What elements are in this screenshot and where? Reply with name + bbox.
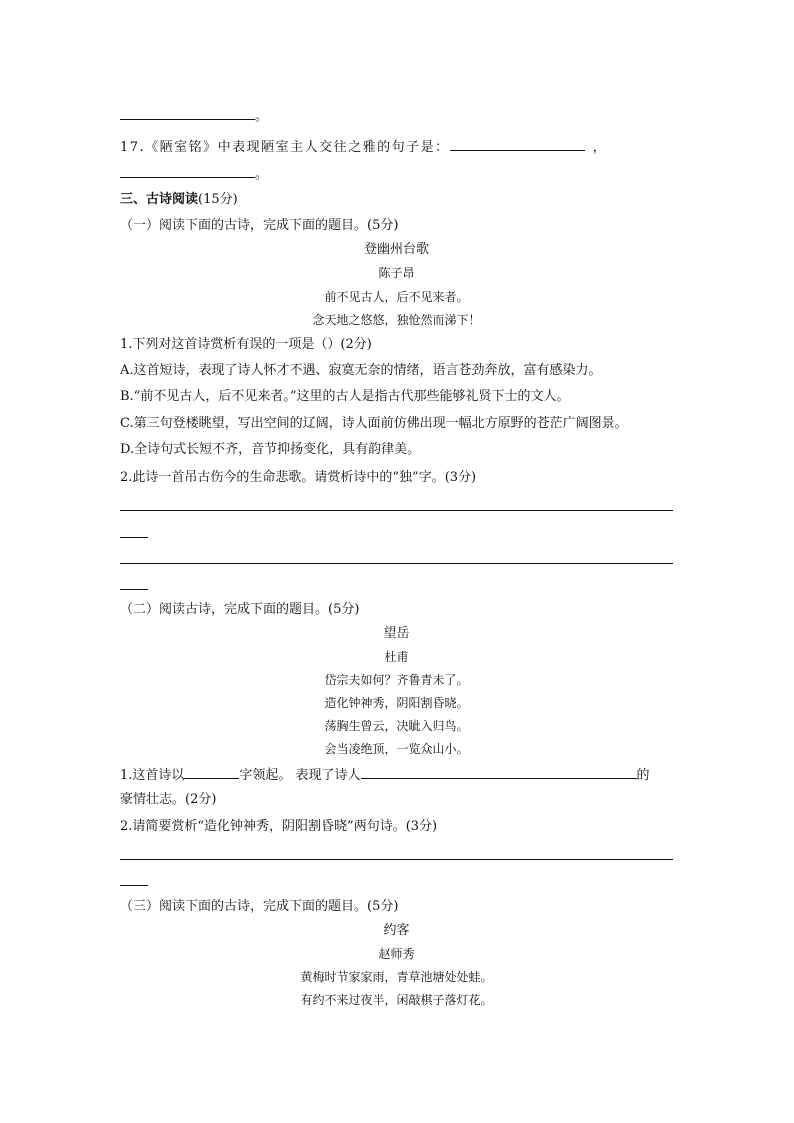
q17-end: 。	[255, 167, 269, 182]
poem2-author: 杜甫	[384, 650, 409, 664]
option-c: C.第三句登楼眺望，写出空间的辽阔，诗人面前仿佛出现一幅北方原野的苍茫广阔图景。	[120, 416, 628, 431]
poem2-line: 岱宗夫如何？齐鲁青未了。	[324, 673, 469, 687]
poem2-line: 会当凌绝顶，一览众山小。	[324, 742, 469, 756]
poem1-title: 登幽州台歌	[363, 242, 429, 257]
part1-q2: 2.此诗一首吊古伤今的生命悲歌。请赏析诗中的“独”字。(3分)	[120, 470, 477, 485]
part3-intro: （三）阅读下面的古诗，完成下面的题目。(5分)	[120, 899, 399, 914]
part2-q2: 2.请简要赏析“造化钟神秀，阴阳割昏晓”两句诗。(3分)	[120, 819, 438, 834]
part1-intro: （一）阅读下面的古诗，完成下面的题目。(5分)	[120, 218, 399, 233]
poem2-title: 望岳	[383, 626, 410, 641]
answer-line-end	[120, 885, 148, 886]
part2-q1	[120, 765, 650, 785]
q17-question	[120, 137, 607, 157]
answer-line[interactable]	[120, 563, 673, 564]
q16-end: 。	[255, 109, 269, 124]
answer-blank[interactable]	[120, 106, 255, 120]
poem3-title: 约客	[383, 923, 410, 938]
poem3-author: 赵师秀	[378, 947, 415, 961]
answer-blank[interactable]	[120, 164, 255, 178]
section-heading	[120, 191, 238, 209]
poem1-author: 陈子昂	[378, 266, 415, 280]
answer-line[interactable]	[120, 510, 673, 511]
answer-blank[interactable]	[361, 765, 637, 779]
answer-line[interactable]	[120, 859, 673, 860]
poem3-line: 有约不来过夜半，闲敲棋子落灯花。	[300, 993, 493, 1007]
option-b: B.“前不见古人，后不见来者。”这里的古人是指古代那些能够礼贤下士的文人。	[120, 389, 570, 404]
poem2-line: 荡胸生曾云，决眦入归鸟。	[324, 719, 469, 733]
poem1-line: 前不见古人，后不见来者。	[324, 290, 469, 304]
part2-q1-start: 1.这首诗以	[120, 768, 185, 783]
option-d: D.全诗句式长短不齐，音节抑扬变化，具有韵律美。	[120, 442, 421, 457]
poem1-line: 念天地之悠悠，独怆然而涕下！	[312, 313, 481, 327]
option-a: A.这首短诗，表现了诗人怀才不遇、寂寞无奈的情绪，语言苍劲奔放，富有感染力。	[120, 363, 602, 378]
answer-line-end	[120, 537, 148, 538]
q16-answer-line	[120, 106, 268, 126]
poem3-line: 黄梅时节家家雨，青草池塘处处蛙。	[300, 970, 493, 984]
section-score: (15分)	[198, 192, 238, 207]
part2-q1-middle: 字领起。 表现了诗人	[239, 768, 361, 783]
section-title: 三、古诗阅读	[120, 192, 199, 207]
answer-blank[interactable]	[184, 765, 239, 779]
part2-intro: （二）阅读古诗，完成下面的题目。(5分)	[120, 602, 360, 617]
part2-q1-end: 的	[636, 768, 650, 783]
part1-q1: 1.下列对这首诗赏析有误的一项是（）(2分)	[120, 337, 372, 352]
answer-line-end	[120, 589, 148, 590]
q17-answer-line	[120, 164, 268, 184]
poem2-line: 造化钟神秀，阴阳割昏晓。	[324, 696, 469, 710]
q17-comma: ，	[592, 140, 608, 155]
answer-blank[interactable]	[450, 137, 585, 151]
q17-prompt: 17.《陋室铭》中表现陋室主人交往之雅的句子是：	[120, 140, 450, 155]
part2-q1-cont: 豪情壮志。(2分)	[120, 792, 217, 807]
